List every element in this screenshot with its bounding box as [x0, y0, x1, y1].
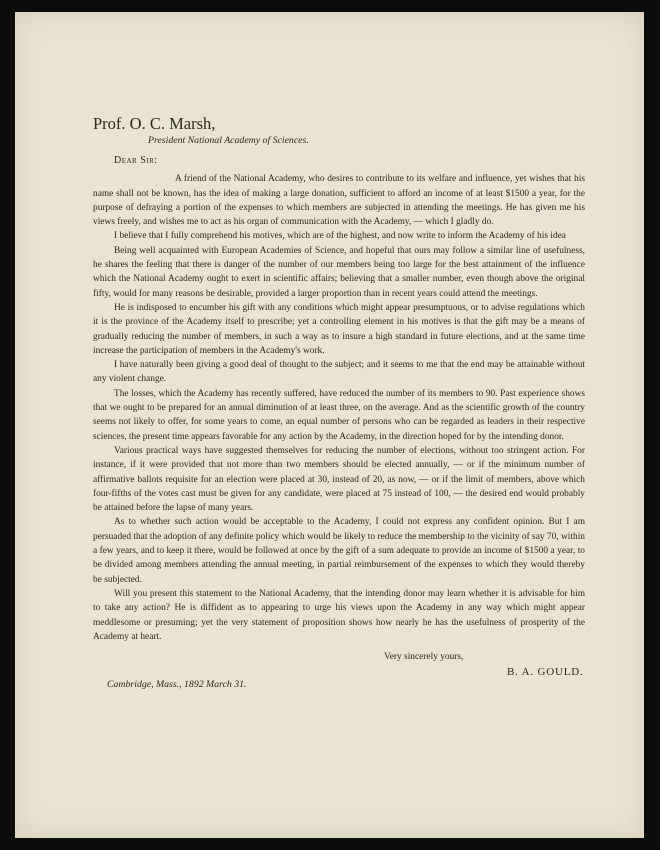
letter-body — [93, 114, 585, 692]
paragraph-6: The losses, which the Academy has recently suffered, have reduced the number of its members to 90. Past experience shows that we ought to be prepared for an annual diminution of at least three, on the average. And as the scientific growth of the country seems not likely to offer, for some years to come, an equal number of persons who can be regarded as leaders in their respective sciences, the present time appears favorable for any action by the Academy, in the direction hoped for by the intending donor. — [93, 388, 585, 442]
paragraph-3: Being well acquainted with European Academies of Science, and hopeful that ours may follow a similar line of usefulness, he shares the feeling that there is danger of the number of our members being too large for the best attainment of the influence which the National Academy ought to exert in scientific affairs; believing that a smaller number, even though above the original fifty, would for many reasons be desirable, provided a larger proportion than in recent years could attend the meetings. — [93, 245, 585, 299]
dateline: Cambridge, Mass., 1892 March 31. — [107, 678, 247, 690]
signature: B. A. GOULD. — [507, 666, 584, 679]
salutation: Dear Sir: — [114, 155, 158, 166]
closing: Very sincerely yours, — [384, 652, 464, 663]
paragraph-5: I have naturally been giving a good deal of thought to the subject; and it seems to me that the end may be attainable without any violent change. — [93, 360, 585, 385]
paragraph-8: As to whether such action would be acceptable to the Academy, I could not express any confident opinion. But I am persuaded that the adoption of any definite policy which would be likely to reduce the membership to the vicinity of say 70, within a few years, and to keep it there, would be followed at once by the gift of a sum adequate to provide an income of $1500 a year, to be divided among members attending the annual meeting, in partial reimbursement of the expenses to which they would thereby be subjected. — [93, 517, 585, 585]
addressee-title: President National Academy of Sciences. — [148, 135, 309, 146]
paragraph-1: A friend of the National Academy, who desires to contribute to its welfare and influence, yet wishes that his name shall not be known, has the idea of making a large donation, sufficient to afford an income of at least $1500 a year, for the purpose of defraying a portion of the expenses to which members are subjected in attending the meetings. He has given me his views freely, and wishes me to act as his organ of communication with the Academy, — which I gladly do. — [93, 174, 585, 228]
paragraph-4: He is indisposed to encumber his gift with any conditions which might appear presumptuous, or to advise regulations which it is the province of the Academy itself to prescribe; yet a controlling element in his motives is that the gift may be a means of gradually reducing the number of members, in such a way as to insure a high standard in future elections, and at the same time increase the participation of members in the Academy's work. — [93, 302, 585, 356]
paragraph-2: I believe that I fully comprehend his motives, which are of the highest, and now write to inform the Academy of his idea — [114, 231, 566, 242]
paragraph-9: Will you present this statement to the National Academy, that the intending donor may learn whether it is advisable for him to take any action? He is diffident as to appearing to urge his views upon the Academy in any way which might appear meddlesome or presuming; yet the very statement of proposition shows how nearly he has the usefulness of prosperity of the Academy at heart. — [93, 588, 585, 642]
paragraph-7: Various practical ways have suggested themselves for reducing the number of elections, without too stringent action. For instance, if it were provided that not more than two members should be elected annually, — or if the minimum number of affirmative ballots requisite for an election were placed at 30, instead of 20, as now, — or if the limit of members, above which four-fifths of the votes cast must be given for any candidate, were placed at 75 instead of 100, — the desired end would probably be attained before the lapse of many years. — [93, 445, 585, 514]
letter-page — [15, 12, 644, 838]
addressee-name: Prof. O. C. Marsh, — [93, 114, 216, 133]
